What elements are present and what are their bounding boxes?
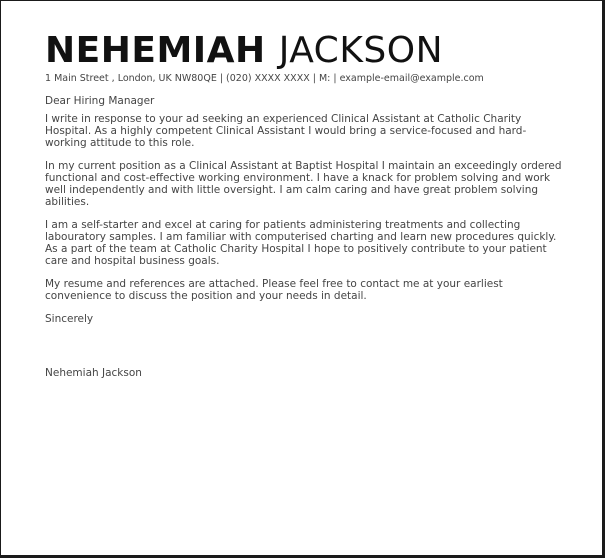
- closing: Sincerely: [45, 313, 94, 325]
- applicant-first-name: NEHEMIAH: [45, 30, 266, 71]
- applicant-last-name: JACKSON: [278, 30, 444, 71]
- letter-body: [45, 95, 565, 379]
- paragraph-intro: I write in response to your ad seeking an experienced Clinical Assistant at Catholic Charity Hospital. As a highly competent Clinical Assistant I would bring a service-focused and hard-working attitude to this role.: [45, 113, 527, 149]
- paragraph-current-position: In my current position as a Clinical Assistant at Baptist Hospital I maintain an exceedingly ordered functional and cost-effective working environment. I have a knack for problem solving and work well independently and with little oversight. I am calm caring and have great problem solving abilities.: [45, 160, 562, 208]
- signature: Nehemiah Jackson: [45, 367, 142, 379]
- paragraph-skills: I am a self-starter and excel at caring for patients administering treatments and collecting labouratory samples. I am familiar with computerised charting and learn new procedures quickly. As a part of the team at Catholic Charity Hospital I hope to positively contribute to your patient care and hospital business goals.: [45, 219, 557, 267]
- applicant-name: [45, 28, 443, 74]
- paragraph-closing-remarks: My resume and references are attached. Please feel free to contact me at your earliest convenience to discuss the position and your needs in detail.: [45, 278, 503, 302]
- greeting: Dear Hiring Manager: [45, 95, 155, 107]
- contact-details: 1 Main Street , London, UK NW80QE | (020) XXXX XXXX | M: | example-email@example.com: [45, 73, 484, 84]
